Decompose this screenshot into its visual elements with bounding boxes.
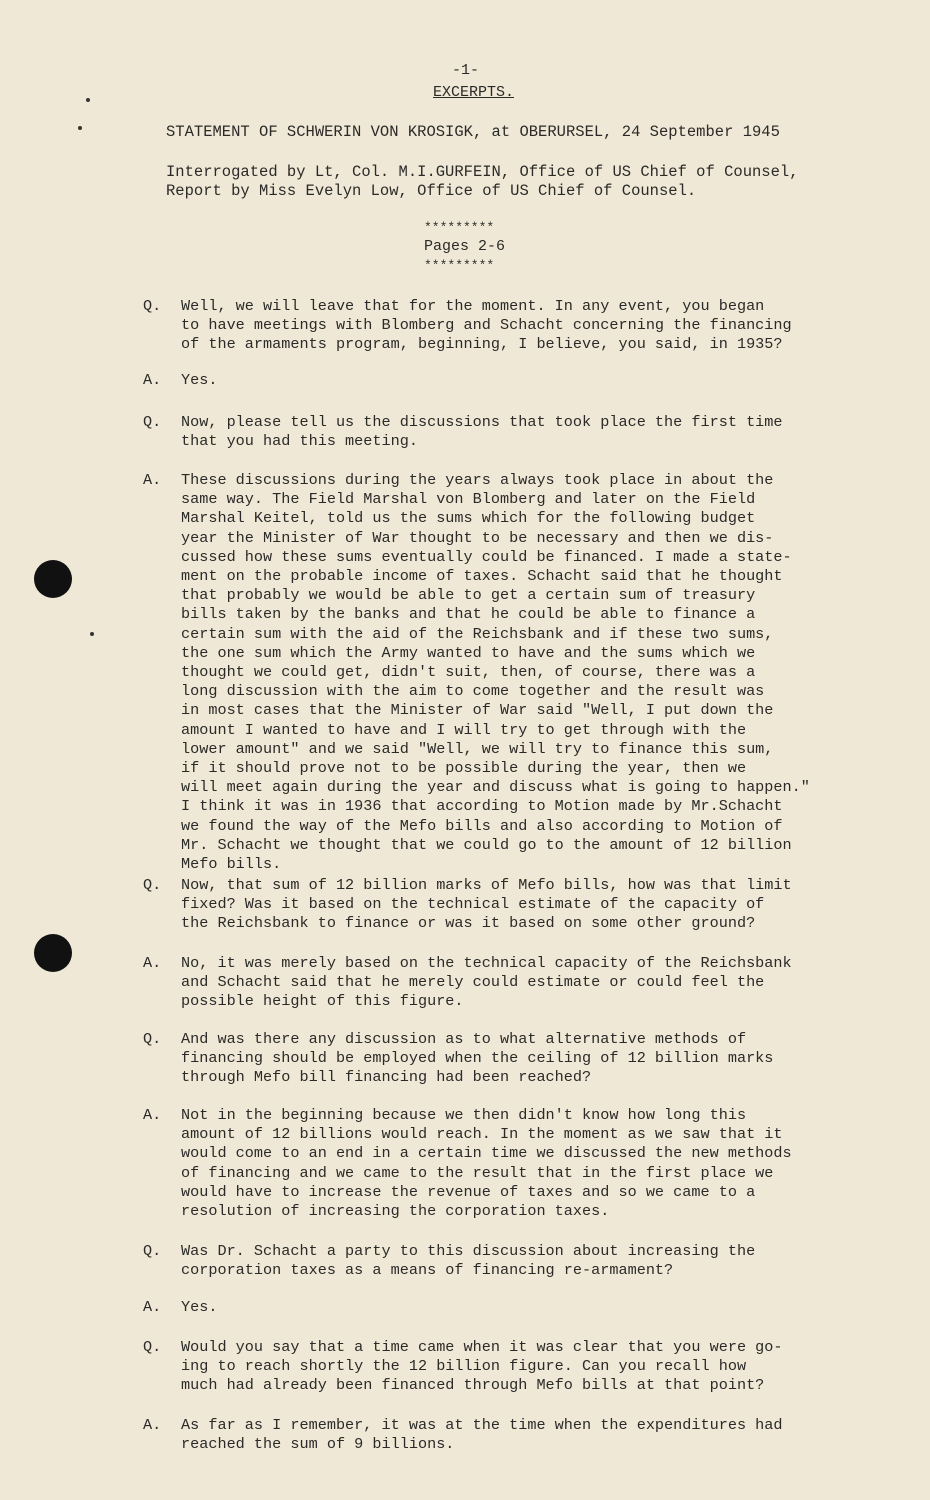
qa-text: No, it was merely based on the technical capacity of the Reichsbank and Schacht said that he merely could estimate or could feel the possible height of this figure.: [181, 954, 792, 1011]
qa-text: Well, we will leave that for the moment. In any event, you began to have meetings with Blomberg and Schacht concerning the financing of the armaments program, beginning, I believe, you said, in 1935?: [181, 297, 792, 354]
pages-range: Pages 2-6: [424, 238, 506, 255]
ink-speck: [86, 98, 90, 102]
ink-speck: [90, 632, 94, 636]
speaker-label: Q.: [143, 1242, 162, 1260]
punch-hole: [34, 560, 72, 598]
qa-text: Was Dr. Schacht a party to this discussion about increasing the corporation taxes as a means of financing re-armament?: [181, 1242, 756, 1280]
report-by: Report by Miss Evelyn Low, Office of US Chief of Counsel.: [166, 182, 697, 200]
qa-text: Yes.: [181, 371, 218, 389]
interrogation-info: [166, 163, 799, 201]
qa-text: As far as I remember, it was at the time when the expenditures had reached the sum of 9 billions.: [181, 1416, 783, 1454]
qa-text: And was there any discussion as to what alternative methods of financing should be employed when the ceiling of 12 billion marks through Mefo bill financing had been reached?: [181, 1030, 774, 1087]
qa-text: Yes.: [181, 1298, 218, 1316]
speaker-label: A.: [143, 1298, 162, 1316]
speaker-label: A.: [143, 471, 162, 489]
speaker-label: Q.: [143, 297, 162, 315]
punch-hole: [34, 934, 72, 972]
qa-text: These discussions during the years always took place in about the same way. The Field Marshal von Blomberg and later on the Field Marshal Keitel, told us the sums which for the following budget year the Minister of War thought to be necessary and then we dis- cussed how these sums eventually could be financed. I made a state- ment on the probable income of taxes. Schacht said that he thought that probably we would be able to get a certain sum of treasury bills taken by the banks and that he could be able to finance a certain sum with the aid of the Reichsbank and if these two sums, the one sum which the Army wanted to have and the sums which we thought we could get, didn't suit, then, of course, there was a long discussion with the aim to come together and the result was in most cases that the Minister of War said "Well, I put down the amount I wanted to have and I will try to get through with the lower amount" and we said "Well, we will try to finance this sum, if it should prove not to be possible during the year, then we will meet again during the year and discuss what is going to happen." I think it was in 1936 that according to Motion made by Mr.Schacht we found the way of the Mefo bills and also according to Motion of Mr. Schacht we thought that we could go to the amount of 12 billion Mefo bills.: [181, 471, 810, 874]
speaker-label: A.: [143, 1416, 162, 1434]
statement-line: STATEMENT OF SCHWERIN VON KROSIGK, at OBERURSEL, 24 September 1945: [166, 123, 780, 141]
separator-stars: *********: [424, 220, 495, 235]
page-number: -1-: [452, 62, 480, 79]
separator-stars: *********: [424, 258, 495, 273]
speaker-label: Q.: [143, 1030, 162, 1048]
speaker-label: A.: [143, 371, 162, 389]
speaker-label: A.: [143, 1106, 162, 1124]
speaker-label: A.: [143, 954, 162, 972]
ink-speck: [78, 126, 82, 130]
qa-text: Now, that sum of 12 billion marks of Mefo bills, how was that limit fixed? Was it based on the technical estimate of the capacity of the Reichsbank to finance or was it based on some other ground?: [181, 876, 792, 933]
qa-text: Not in the beginning because we then didn't know how long this amount of 12 billions would reach. In the moment as we saw that it would come to an end in a certain time we discussed the new methods of financing and we came to the result that in the first place we would have to increase the revenue of taxes and so we came to a resolution of increasing the corporation taxes.: [181, 1106, 792, 1221]
interrogated-by: Interrogated by Lt, Col. M.I.GURFEIN, Office of US Chief of Counsel,: [166, 163, 799, 181]
document-heading: EXCERPTS.: [433, 84, 515, 101]
speaker-label: Q.: [143, 876, 162, 894]
qa-text: Would you say that a time came when it was clear that you were go- ing to reach shortly the 12 billion figure. Can you recall how much had already been financed through Mefo bills at that point?: [181, 1338, 783, 1395]
speaker-label: Q.: [143, 1338, 162, 1356]
speaker-label: Q.: [143, 413, 162, 431]
qa-text: Now, please tell us the discussions that took place the first time that you had this meeting.: [181, 413, 783, 451]
